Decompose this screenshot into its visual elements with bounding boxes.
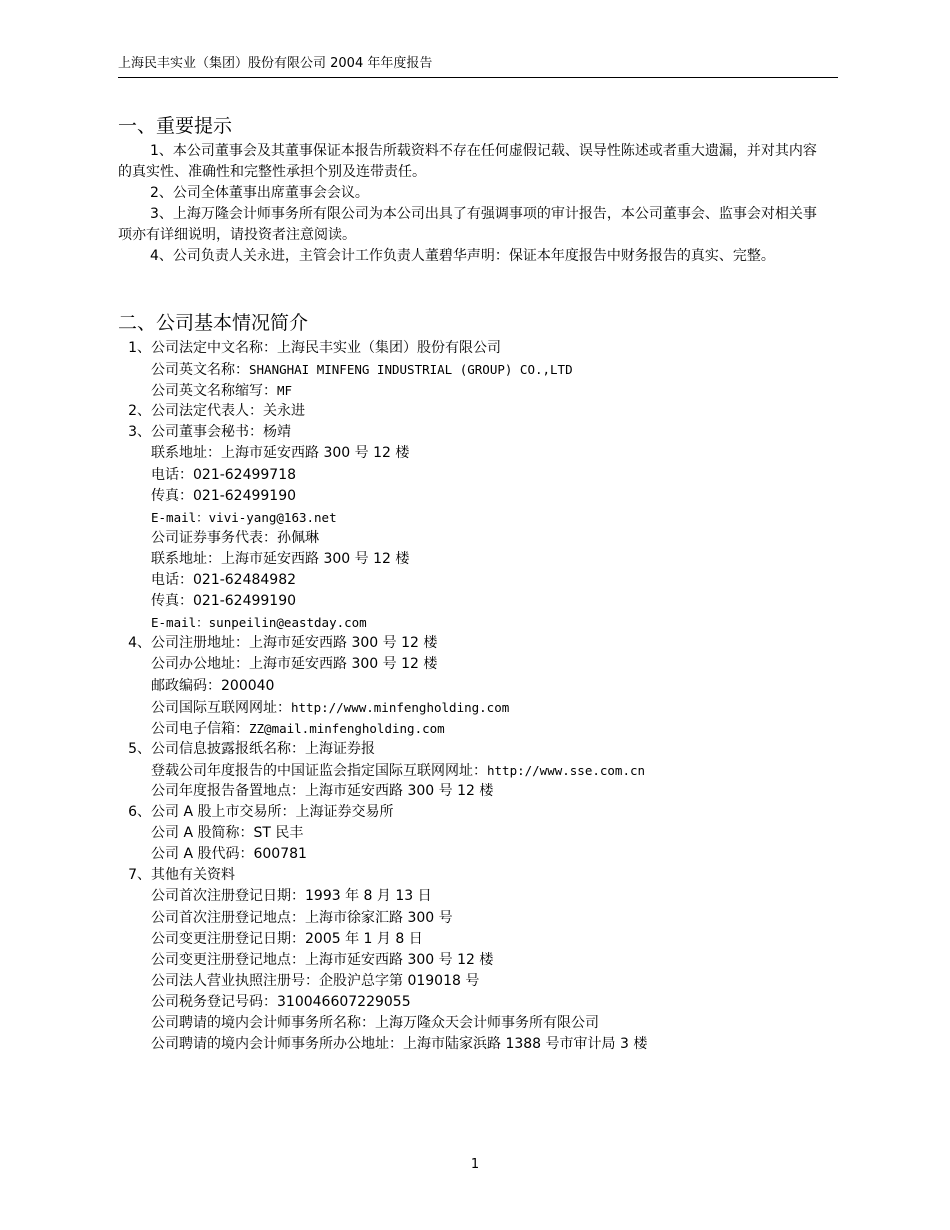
postcode: 200040 — [221, 677, 275, 694]
secretary-phone: 021-62499718 — [193, 466, 297, 483]
item-label: 公司注册地址： — [151, 635, 249, 652]
list-item — [118, 591, 838, 612]
list-item — [118, 865, 838, 886]
list-item — [118, 507, 838, 528]
list-item — [118, 950, 838, 971]
item-label: 公司法定代表人： — [151, 403, 263, 420]
item-label: 登载公司年度报告的中国证监会指定国际互联网网址： — [151, 762, 487, 779]
csrc-website-link[interactable]: http://www.sse.com.cn — [487, 762, 646, 778]
list-item — [118, 802, 838, 823]
secretary-email: vivi-yang@163.net — [208, 509, 337, 525]
item-label: 公司聘请的境内会计师事务所名称： — [151, 1015, 375, 1031]
first-registration-date: 1993 年 8 月 13 日 — [305, 888, 432, 905]
secretary-name: 杨靖 — [263, 424, 291, 441]
list-item — [118, 971, 838, 992]
page-number: 1 — [470, 1157, 480, 1172]
list-item — [118, 654, 838, 675]
item-label: 其他有关资料 — [151, 867, 235, 884]
auditor-address: 上海市陆家浜路 1388 号市审计局 3 楼 — [403, 1036, 648, 1053]
item-label: 公司英文名称： — [151, 362, 249, 379]
list-item — [118, 992, 838, 1013]
list-item — [118, 570, 838, 591]
secretary-address: 上海市延安西路 300 号 12 楼 — [221, 445, 410, 462]
rep-fax: 021-62499190 — [193, 593, 297, 610]
rep-email: sunpeilin@eastday.com — [208, 615, 367, 631]
rep-phone: 021-62484982 — [193, 572, 297, 589]
item-label: 公司证券事务代表： — [151, 529, 277, 546]
list-item — [118, 929, 838, 950]
list-item — [118, 528, 838, 549]
item-label: 联系地址： — [151, 550, 221, 567]
change-registration-place: 上海市延安西路 300 号 12 楼 — [305, 951, 494, 968]
item-label: 公司变更注册登记地点： — [151, 951, 305, 968]
item-label: 电话： — [151, 466, 193, 483]
header-text: 上海民丰实业（集团）股份有限公司 2004 年年度报告 — [118, 56, 433, 71]
list-item — [118, 760, 838, 781]
item-number: 1、 — [128, 340, 151, 356]
item-number: 5、 — [128, 740, 151, 757]
item-label: 传真： — [151, 593, 193, 610]
list-item — [118, 443, 838, 464]
list-item — [118, 697, 838, 718]
item-number: 3、 — [128, 424, 151, 441]
item-number: 4、 — [128, 635, 151, 652]
list-item — [118, 844, 838, 865]
list-item — [118, 338, 838, 359]
stock-code: 600781 — [253, 846, 307, 863]
list-item — [118, 781, 838, 802]
list-item — [118, 908, 838, 929]
item-label: 公司办公地址： — [151, 656, 249, 673]
item-label: 公司 A 股上市交易所： — [151, 804, 296, 821]
tax-registration-number: 310046607229055 — [277, 993, 411, 1010]
item-label: 公司董事会秘书： — [151, 424, 263, 441]
page-header — [118, 55, 838, 78]
notice-paragraph-3: 3、上海万隆会计师事务所有限公司为本公司出具了有强调事项的审计报告，本公司董事会、监事会对相关事项亦有详细说明，请投资者注意阅读。 — [118, 206, 817, 243]
list-item — [118, 676, 838, 697]
item-label: 公司首次注册登记日期： — [151, 888, 305, 905]
item-label: 公司电子信箱： — [151, 720, 249, 737]
item-number: 6、 — [128, 804, 151, 821]
item-label: 公司税务登记号码： — [151, 993, 277, 1010]
list-item — [118, 1034, 838, 1055]
list-item — [118, 823, 838, 844]
item-label: 公司英文名称缩写： — [151, 383, 277, 400]
item-label: 公司国际互联网网址： — [151, 699, 291, 716]
section-title-important-notice: 一、重要提示 — [118, 115, 233, 137]
company-email[interactable]: ZZ@mail.minfengholding.com — [249, 720, 445, 736]
business-license-number: 企股沪总字第 019018 号 — [319, 972, 480, 989]
english-name-value: SHANGHAI MINFENG INDUSTRIAL (GROUP) CO.,LTD — [249, 362, 573, 378]
list-item — [118, 486, 838, 507]
list-item — [118, 380, 838, 401]
stock-short-name: ST 民丰 — [253, 825, 304, 842]
list-item — [118, 633, 838, 654]
office-address: 上海市延安西路 300 号 12 楼 — [249, 656, 438, 673]
list-item — [118, 359, 838, 380]
item-label: 公司聘请的境内会计师事务所办公地址： — [151, 1036, 403, 1053]
notice-paragraph-2: 2、公司全体董事出席董事会会议。 — [150, 185, 369, 201]
rep-address: 上海市延安西路 300 号 12 楼 — [221, 550, 410, 567]
item-label: 联系地址： — [151, 445, 221, 462]
first-registration-place: 上海市徐家汇路 300 号 — [305, 909, 453, 926]
item-label: 公司法人营业执照注册号： — [151, 972, 319, 989]
stock-exchange: 上海证券交易所 — [295, 804, 394, 821]
item-label: 公司信息披露报纸名称： — [151, 740, 305, 757]
item-label: 邮政编码： — [151, 677, 221, 694]
list-item — [118, 465, 838, 486]
report-archive-location: 上海市延安西路 300 号 12 楼 — [305, 782, 494, 799]
item-label: 公司法定中文名称： — [151, 340, 277, 356]
section-title-company-profile: 二、公司基本情况简介 — [118, 312, 309, 334]
newspaper-name: 上海证券报 — [305, 740, 375, 757]
item-label: 公司 A 股简称： — [151, 825, 254, 842]
item-number: 2、 — [128, 403, 151, 420]
item-label: 电话： — [151, 572, 193, 589]
english-abbr-value: MF — [277, 383, 293, 399]
notice-paragraph-4: 4、公司负责人关永进，主管会计工作负责人董碧华声明：保证本年度报告中财务报告的真实、完整。 — [150, 248, 775, 264]
item-number: 7、 — [128, 867, 151, 884]
list-item — [118, 718, 838, 739]
company-profile-list — [118, 338, 838, 1055]
company-website-link[interactable]: http://www.minfengholding.com — [291, 699, 510, 715]
chinese-name-value: 上海民丰实业（集团）股份有限公司 — [277, 340, 501, 356]
securities-rep-name: 孙佩琳 — [277, 529, 319, 546]
list-item — [118, 612, 838, 633]
notice-paragraph-1: 1、本公司董事会及其董事保证本报告所载资料不存在任何虚假记载、误导性陈述或者重大遗漏，并对其内容的真实性、准确性和完整性承担个别及连带责任。 — [118, 143, 817, 180]
item-label: E-mail： — [151, 615, 209, 631]
item-label: 公司首次注册登记地点： — [151, 909, 305, 926]
item-label: 公司变更注册登记日期： — [151, 930, 305, 947]
legal-rep-value: 关永进 — [263, 403, 305, 420]
list-item — [118, 886, 838, 907]
auditor-name: 上海万隆众天会计师事务所有限公司 — [375, 1015, 599, 1031]
item-label: E-mail： — [151, 509, 209, 525]
list-item — [118, 422, 838, 443]
list-item — [118, 549, 838, 570]
item-label: 公司 A 股代码： — [151, 846, 254, 863]
item-label: 公司年度报告备置地点： — [151, 782, 305, 799]
list-item — [118, 401, 838, 422]
registered-address: 上海市延安西路 300 号 12 楼 — [249, 635, 438, 652]
list-item — [118, 1013, 838, 1034]
change-registration-date: 2005 年 1 月 8 日 — [305, 930, 423, 947]
secretary-fax: 021-62499190 — [193, 487, 297, 504]
list-item — [118, 739, 838, 760]
item-label: 传真： — [151, 487, 193, 504]
